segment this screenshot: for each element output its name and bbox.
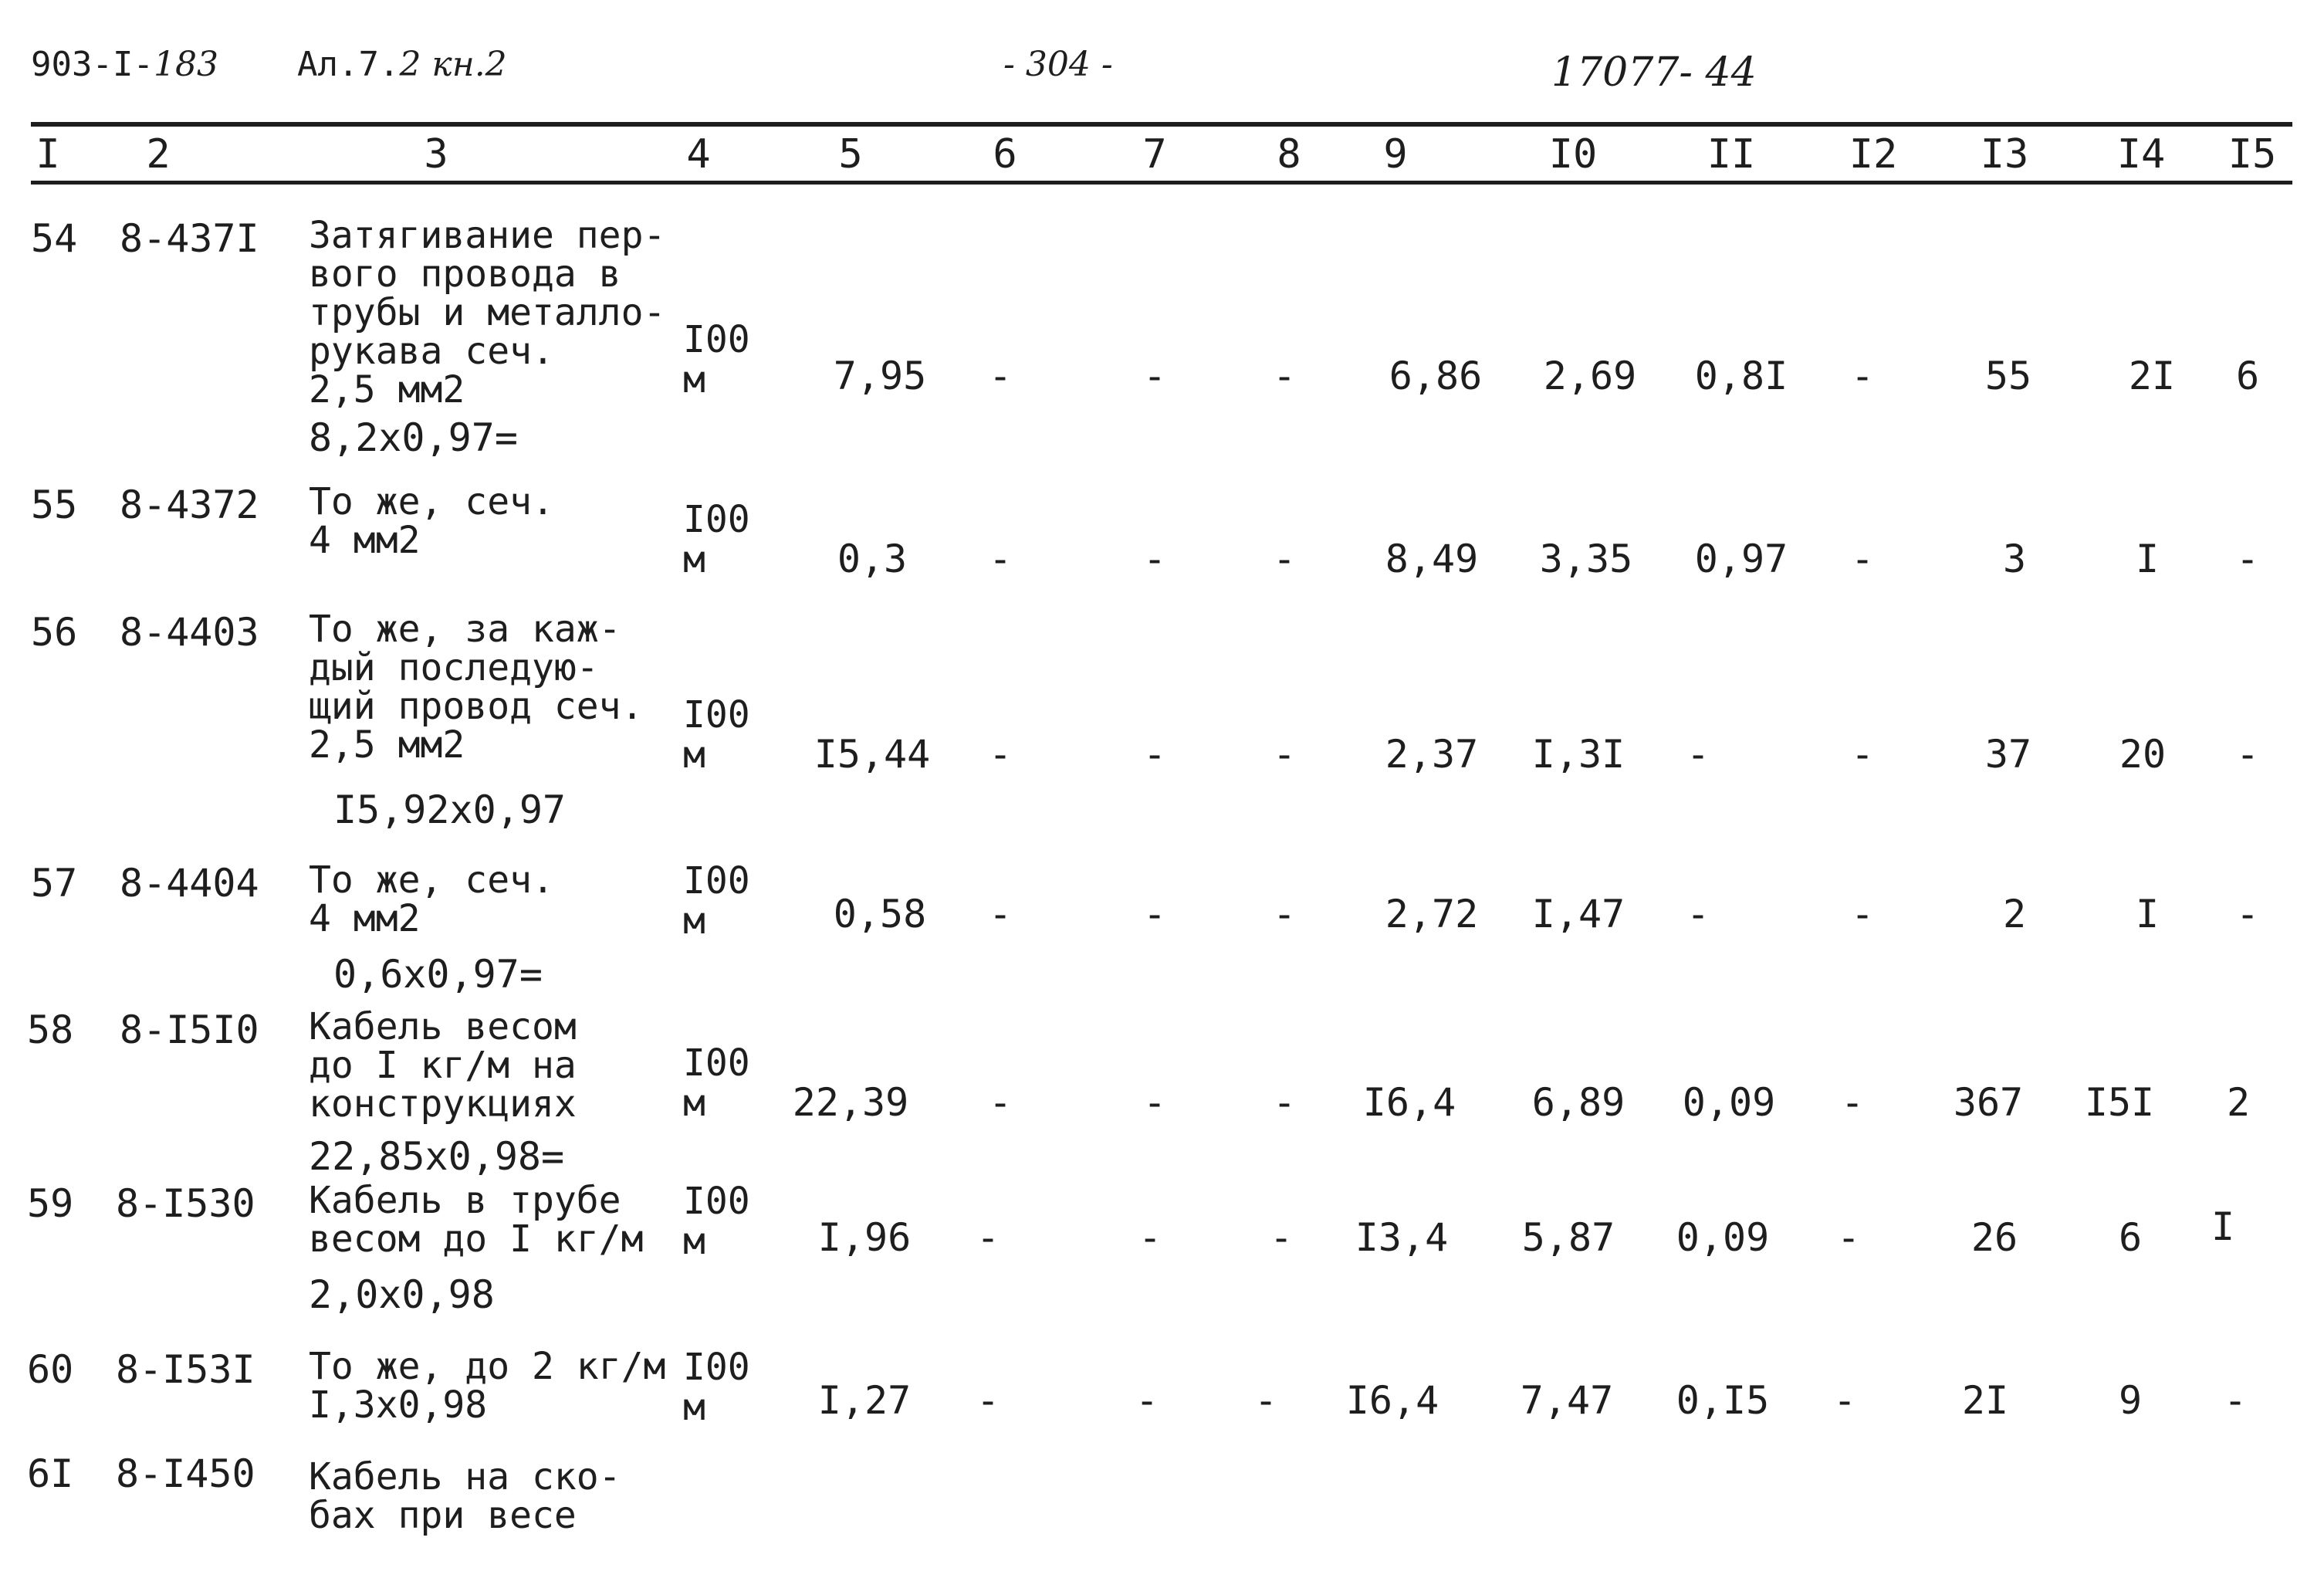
col-header-15: I5 (2228, 131, 2277, 178)
row-description: То же, сеч. 4 мм2 (309, 480, 554, 562)
top-rule (31, 122, 2292, 127)
cell-col5: I,96 (817, 1215, 912, 1260)
cell-col11: 0,8I (1694, 354, 1788, 398)
row-number: 57 (31, 861, 78, 906)
cell-col11: - (1686, 732, 1710, 777)
cell-col5: I5,44 (814, 732, 931, 777)
cell-col9: I6,4 (1362, 1080, 1456, 1125)
cell-col7: - (1142, 354, 1167, 398)
cell-col7: - (1138, 1215, 1162, 1260)
row-number: 58 (27, 1007, 74, 1052)
cell-col15: I (2211, 1204, 2235, 1249)
cell-col15: 2 (2226, 1080, 2251, 1125)
cell-col12: - (1850, 354, 1875, 398)
row-description: Затягивание пер- вого провода в трубы и металло- рукава сеч. 2,5 мм2 (309, 214, 666, 411)
row-unit: I00 м (683, 1346, 750, 1429)
row-calculation: 8,2x0,97= (309, 415, 518, 460)
row-code: 8-4403 (120, 610, 259, 655)
cell-col12: - (1836, 1215, 1861, 1260)
cell-col5: I,27 (817, 1378, 912, 1423)
doc-code-printed: 903-I- (31, 45, 154, 84)
cell-col13: 26 (1970, 1215, 2018, 1260)
cell-col15: 6 (2235, 354, 2260, 398)
col-header-6: 6 (993, 131, 1017, 178)
cell-col11: - (1686, 892, 1710, 936)
page-number: - 304 - (1003, 45, 1113, 84)
cell-col13: 2I (1961, 1378, 2009, 1423)
cell-col6: - (988, 1080, 1013, 1125)
row-number: 56 (31, 610, 78, 655)
col-header-11: II (1707, 131, 1756, 178)
album-handwritten: 2 кн.2 (399, 45, 507, 84)
col-header-14: I4 (2116, 131, 2166, 178)
cell-col12: - (1850, 732, 1875, 777)
cell-col5: 0,3 (837, 537, 908, 581)
col-header-12: I2 (1849, 131, 1898, 178)
cell-col10: 2,69 (1543, 354, 1637, 398)
cell-col12: - (1850, 892, 1875, 936)
row-description: То же, за каж- дый последую- щий провод сеч. 2,5 мм2 (309, 608, 644, 767)
stamp-number: 17077- 44 (1551, 49, 1757, 96)
cell-col14: 9 (2118, 1378, 2143, 1423)
cell-col6: - (988, 354, 1013, 398)
row-number: 6I (27, 1451, 74, 1496)
row-calculation: 22,85x0,98= (309, 1134, 565, 1179)
cell-col8: - (1272, 354, 1297, 398)
row-unit: I00 м (683, 1180, 750, 1263)
row-calculation: 0,6x0,97= (333, 952, 543, 997)
doc-code-handwritten: 183 (153, 45, 218, 84)
cell-col13: 367 (1953, 1080, 2024, 1125)
row-code: 8-437I (120, 216, 259, 261)
cell-col15: - (2235, 892, 2260, 936)
cell-col7: - (1135, 1378, 1159, 1423)
cell-col15: - (2223, 1378, 2248, 1423)
cell-col14: 20 (2119, 732, 2167, 777)
cell-col13: 2 (2002, 892, 2027, 936)
row-code: 8-I53I (116, 1347, 255, 1392)
cell-col10: 6,89 (1531, 1080, 1625, 1125)
cell-col9: I3,4 (1355, 1215, 1449, 1260)
cell-col14: 2I (2128, 354, 2176, 398)
cell-col11: 0,I5 (1676, 1378, 1770, 1423)
row-number: 59 (27, 1181, 74, 1226)
row-number: 55 (31, 483, 78, 527)
row-code: 8-4404 (120, 861, 259, 906)
row-unit: I00 м (683, 1041, 750, 1125)
cell-col8: - (1272, 537, 1297, 581)
cell-col8: - (1272, 1080, 1297, 1125)
cell-col5: 22,39 (792, 1080, 909, 1125)
cell-col12: - (1840, 1080, 1865, 1125)
cell-col7: - (1142, 732, 1167, 777)
col-header-8: 8 (1277, 131, 1301, 178)
cell-col11: 0,09 (1676, 1215, 1770, 1260)
cell-col15: - (2235, 537, 2260, 581)
cell-col10: 7,47 (1520, 1378, 1614, 1423)
cell-col12: - (1832, 1378, 1857, 1423)
cell-col5: 0,58 (833, 892, 927, 936)
cell-col12: - (1850, 537, 1875, 581)
cell-col9: 2,37 (1385, 732, 1479, 777)
cell-col13: 3 (2002, 537, 2027, 581)
row-description: Кабель в трубе весом до I кг/м (309, 1179, 644, 1261)
row-unit: I00 м (683, 693, 750, 777)
row-code: 8-I5I0 (120, 1007, 259, 1052)
cell-col10: I,3I (1531, 732, 1625, 777)
col-header-1: I (36, 131, 60, 178)
cell-col5: 7,95 (833, 354, 927, 398)
cell-col9: 2,72 (1385, 892, 1479, 936)
cell-col9: I6,4 (1345, 1378, 1439, 1423)
col-header-9: 9 (1383, 131, 1408, 178)
row-unit: I00 м (683, 498, 750, 581)
cell-col7: - (1142, 892, 1167, 936)
col-header-4: 4 (686, 131, 711, 178)
row-number: 54 (31, 216, 78, 261)
cell-col6: - (976, 1215, 1000, 1260)
cell-col8: - (1269, 1215, 1294, 1260)
row-description: Кабель весом до I кг/м на конструкциях (309, 1005, 577, 1126)
row-unit: I00 м (683, 859, 750, 943)
cell-col8: - (1253, 1378, 1278, 1423)
cell-col11: 0,09 (1682, 1080, 1776, 1125)
doc-code (31, 45, 218, 84)
cell-col9: 8,49 (1385, 537, 1479, 581)
row-code: 8-I530 (116, 1181, 255, 1226)
cell-col14: 6 (2118, 1215, 2143, 1260)
cell-col14: I (2135, 537, 2160, 581)
cell-col10: I,47 (1531, 892, 1625, 936)
row-unit: I00 м (683, 318, 750, 401)
col-header-3: 3 (424, 131, 448, 178)
row-description: То же, до 2 кг/м I,3x0,98 (309, 1345, 666, 1427)
cell-col6: - (976, 1378, 1000, 1423)
cell-col6: - (988, 732, 1013, 777)
row-calculation: 2,0x0,98 (309, 1272, 495, 1317)
cell-col13: 37 (1984, 732, 2032, 777)
col-header-2: 2 (146, 131, 171, 178)
cell-col8: - (1272, 892, 1297, 936)
cell-col13: 55 (1984, 354, 2032, 398)
header-bottom-rule (31, 181, 2292, 185)
col-header-13: I3 (1980, 131, 2029, 178)
cell-col7: - (1142, 1080, 1167, 1125)
cell-col6: - (988, 892, 1013, 936)
row-code: 8-I450 (116, 1451, 255, 1496)
row-description: То же, сеч. 4 мм2 (309, 858, 554, 940)
cell-col6: - (988, 537, 1013, 581)
row-description: Кабель на ско- бах при весе (309, 1455, 621, 1537)
col-header-10: I0 (1548, 131, 1598, 178)
row-number: 60 (27, 1347, 74, 1392)
col-header-7: 7 (1142, 131, 1167, 178)
col-header-5: 5 (838, 131, 863, 178)
cell-col14: I5I (2084, 1080, 2155, 1125)
cell-col10: 5,87 (1521, 1215, 1615, 1260)
cell-col7: - (1142, 537, 1167, 581)
album-printed: Ал.7. (297, 45, 400, 84)
cell-col11: 0,97 (1694, 537, 1788, 581)
album-ref (297, 45, 507, 84)
cell-col8: - (1272, 732, 1297, 777)
cell-col10: 3,35 (1539, 537, 1633, 581)
cell-col14: I (2135, 892, 2160, 936)
cell-col9: 6,86 (1389, 354, 1483, 398)
row-calculation: I5,92x0,97 (333, 787, 567, 832)
cell-col15: - (2235, 732, 2260, 777)
row-code: 8-4372 (120, 483, 259, 527)
